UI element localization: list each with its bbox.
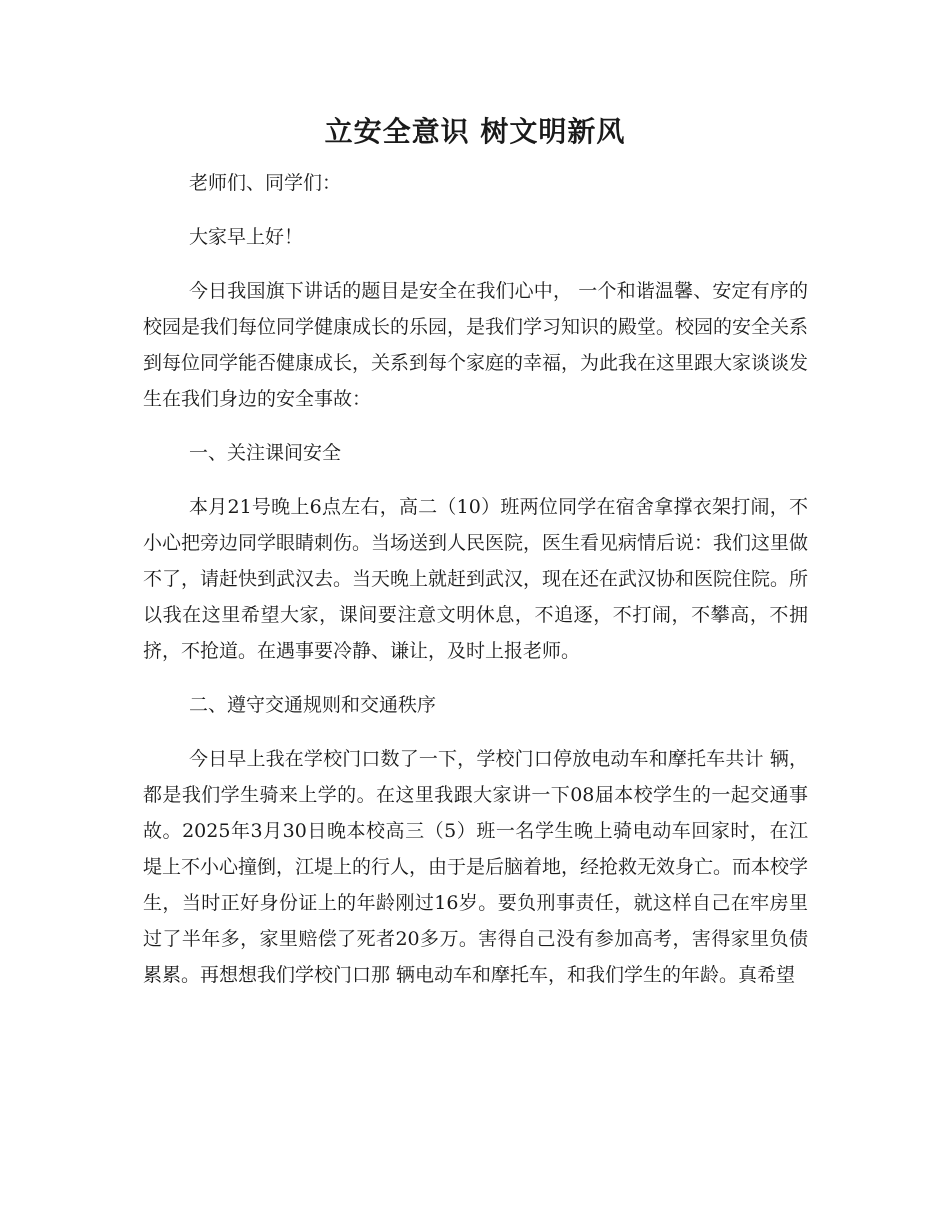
greeting: 大家早上好！ bbox=[189, 226, 304, 248]
section-1-paragraph: 本月21号晚上6点左右，高二（10）班两位同学在宿舍拿撑衣架打闹，不小心把旁边同学眼睛刺伤。当场送到人民医院，医生看见病情后说：我们这里做不了，请赶快到武汉去。当天晚上就赶到武汉，现在还在武汉协和医院住院。所以我在这里希望大家，课间要注意文明休息，不追逐，不打闹，不攀高，不拥挤，不抢道。在遇事要冷静、谦让，及时上报老师。 bbox=[143, 496, 809, 662]
section-2-paragraph: 今日早上我在学校门口数了一下，学校门口停放电动车和摩托车共计 辆，都是我们学生骑来上学的。在这里我跟大家讲一下08届本校学生的一起交通事故。2025年3月30日晚本校高三（5）班一名学生晚上骑电动车回家时，在江堤上不小心撞倒，江堤上的行人，由于是后脑着地，经抢救无效身亡。而本校学生，当时正好身份证上的年龄刚过16岁。要负刑事责任，就这样自己在牢房里过了半年多，家里赔偿了死者20多万。害得自己没有参加高考，害得家里负债累累。再想想我们学校门口那 辆电动车和摩托车，和我们学生的年龄。真希望 bbox=[143, 748, 809, 986]
document-body bbox=[143, 165, 808, 1011]
section-heading-2: 二、遵守交通规则和交通秩序 bbox=[189, 694, 437, 716]
intro-paragraph: 今日我国旗下讲话的题目是安全在我们心中， 一个和谐温馨、安定有序的校园是我们每位同学健康成长的乐园，是我们学习知识的殿堂。校园的安全关系到每位同学能否健康成长，关系到每个家庭的幸福，为此我在这里跟大家谈谈发生在我们身边的安全事故： bbox=[143, 280, 809, 410]
section-heading-1: 一、关注课间安全 bbox=[189, 442, 342, 464]
document-title: 立安全意识 树文明新风 bbox=[324, 115, 626, 148]
salutation: 老师们、同学们： bbox=[189, 172, 342, 194]
